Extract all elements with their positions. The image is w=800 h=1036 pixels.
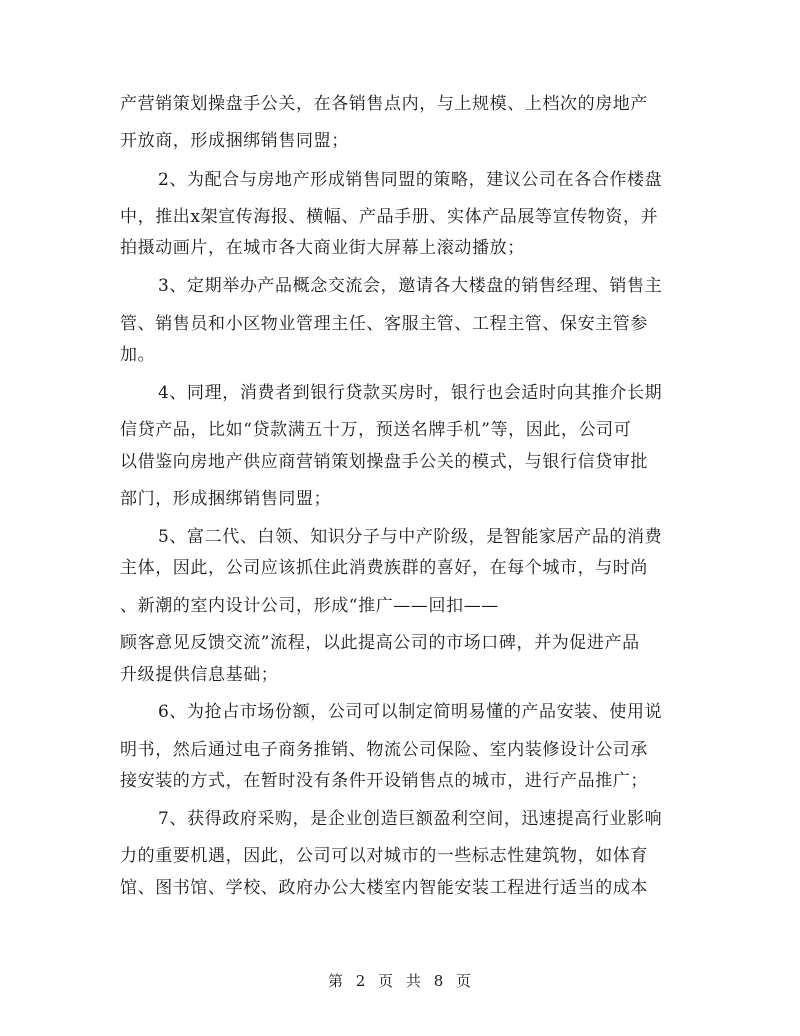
text-line: 以借鉴向房地产供应商营销策划操盘手公关的模式，与银行信贷审批	[120, 452, 648, 472]
current-page-number: 2	[355, 972, 367, 990]
paragraph-2-line: 2、为配合与房地产形成销售同盟的策略，建议公司在各合作楼盘	[158, 170, 663, 190]
text-line: 加。	[120, 345, 156, 365]
paragraph-6-line: 6、为抢占市场份额，公司可以制定简明易懂的产品安装、使用说	[158, 702, 663, 722]
text-line: 产营销策划操盘手公关，在各销售点内，与上规模、上档次的房地产	[120, 94, 648, 114]
page-prefix: 第	[327, 972, 344, 990]
page-footer	[0, 970, 800, 991]
page-unit: 页	[378, 972, 395, 990]
paragraph-4-line: 4、同理，消费者到银行贷款买房时，银行也会适时向其推介长期	[158, 383, 663, 403]
text-line: 信贷产品，比如“贷款满五十万，预送名牌手机”等，因此，公司可	[120, 420, 632, 440]
paragraph-3-line: 3、定期举办产品概念交流会，邀请各大楼盘的销售经理、销售主	[158, 276, 663, 296]
text-line: 拍摄动画片，在城市各大商业街大屏幕上滚动播放；	[120, 238, 525, 258]
paragraph-5-line: 5、富二代、白领、知识分子与中产阶级，是智能家居产品的消费	[158, 527, 663, 547]
text-line: 管、销售员和小区物业管理主任、客服主管、工程主管、保安主管参	[120, 314, 648, 334]
text-line: 馆、图书馆、学校、政府办公大楼室内智能安装工程进行适当的成本	[120, 878, 648, 898]
text-line: 明书，然后通过电子商务推销、物流公司保险、室内装修设计公司承	[120, 740, 648, 760]
total-unit: 页	[456, 972, 473, 990]
text-line: 、新潮的室内设计公司，形成“推广——回扣——	[120, 596, 499, 616]
text-line: 中，推出x架宣传海报、横幅、产品手册、实体产品展等宣传物资，并	[120, 207, 659, 227]
text-line: 开放商，形成捆绑销售同盟；	[120, 131, 349, 151]
text-line: 主体，因此，公司应该抓住此消费族群的喜好，在每个城市，与时尚	[120, 558, 648, 578]
text-line: 力的重要机遇，因此，公司可以对城市的一些标志性建筑物，如体育	[120, 846, 648, 866]
text-line: 升级提供信息基础；	[120, 665, 279, 685]
text-line: 顾客意见反馈交流”流程，以此提高公司的市场口碑，并为促进产品	[120, 633, 640, 653]
total-prefix: 共	[405, 972, 422, 990]
text-line: 接安装的方式，在暂时没有条件开设销售点的城市，进行产品推广；	[120, 771, 648, 791]
paragraph-7-line: 7、获得政府采购，是企业创造巨额盈利空间，迅速提高行业影响	[158, 809, 663, 829]
text-line: 部门，形成捆绑销售同盟；	[120, 489, 332, 509]
total-pages-number: 8	[433, 972, 445, 990]
